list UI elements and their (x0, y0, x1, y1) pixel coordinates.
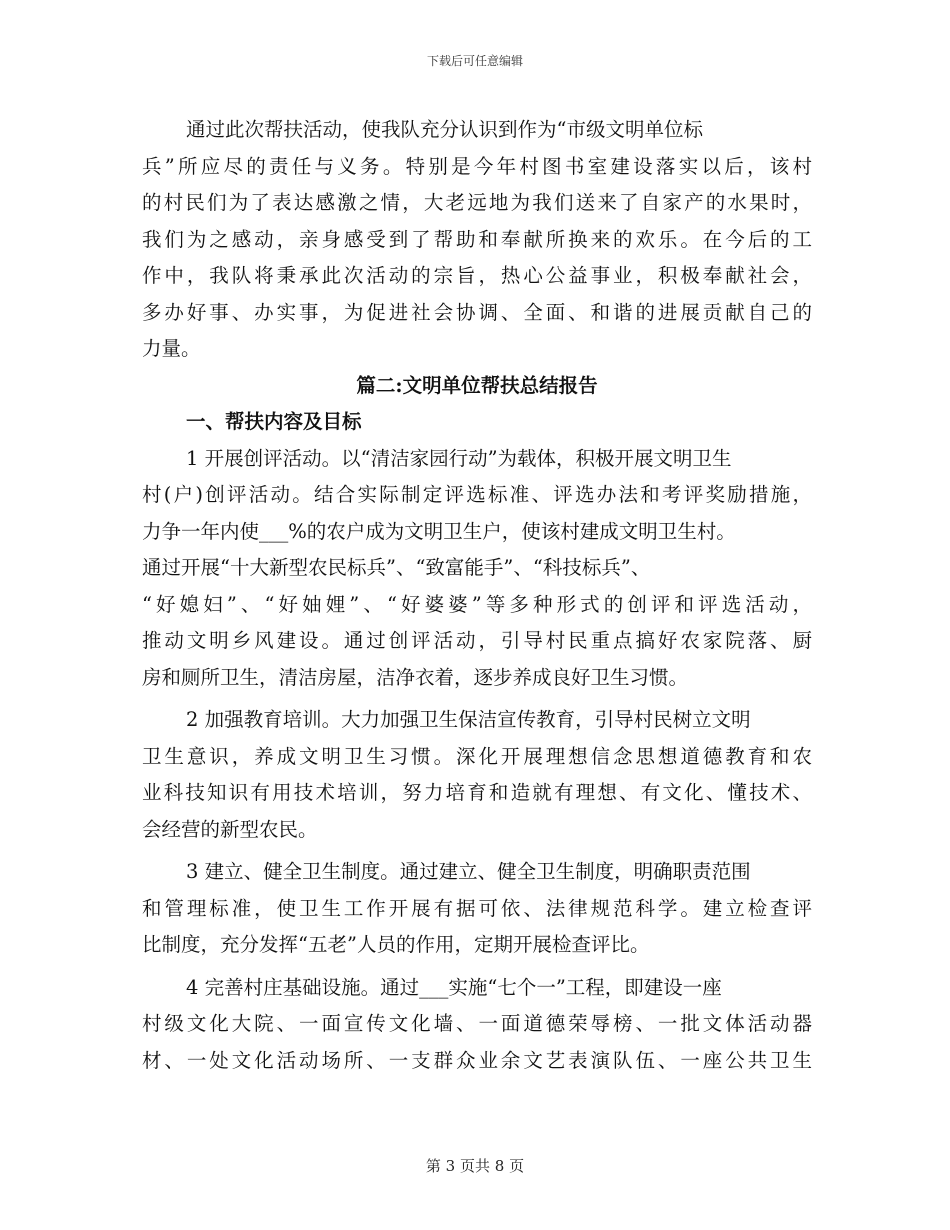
paragraph-line: 的村民们为了表达感激之情，大老远地为我们送来了自家产的水果时， (142, 191, 812, 214)
paragraph-line: 2 加强教育培训。大力加强卫生保洁宣传教育，引导村民树立文明 (186, 708, 751, 731)
paragraph-line: 和管理标准，使卫生工作开展有据可依、法律规范科学。建立检查评 (142, 896, 812, 920)
paragraph-line: 村(户)创评活动。结合实际制定评选标准、评选办法和考评奖励措施， (142, 483, 812, 506)
paragraph-line: 业科技知识有用技术培训，努力培育和造就有理想、有文化、懂技术、 (142, 781, 812, 804)
page-footer: 第 3 页共 8 页 (425, 1157, 525, 1175)
paragraph-line: 卫生意识，养成文明卫生习惯。深化开展理想信念思想道德教育和农 (142, 744, 812, 768)
paragraph-line: 4 完善村庄基础设施。通过___实施“七个一”工程，即建设一座 (186, 975, 722, 999)
paragraph-line: 通过开展“十大新型农民标兵”、“致富能手”、“科技标兵”、 (142, 556, 651, 579)
section-heading: 一、帮扶内容及目标 (186, 410, 362, 433)
paragraph-line: 通过此次帮扶活动，使我队充分认识到作为“市级文明单位标 (186, 118, 703, 141)
paragraph-line: 兵”所应尽的责任与义务。特别是今年村图书室建设落实以后，该村 (142, 154, 812, 178)
document-body (142, 112, 812, 1079)
paragraph-line: 3 建立、健全卫生制度。通过建立、健全卫生制度，明确职责范围 (186, 860, 751, 883)
paragraph-line: “好媳妇”、“好妯娌”、“好婆婆”等多种形式的创评和评选活动， (142, 592, 812, 616)
paragraph-line: 力量。 (142, 337, 201, 360)
paragraph-line: 推动文明乡风建设。通过创评活动，引导村民重点搞好农家院落、厨 (142, 629, 812, 652)
paragraph-line: 多办好事、办实事，为促进社会协调、全面、和谐的进展贡献自己的 (142, 300, 812, 324)
paragraph-line: 力争一年内使___%的农户成为文明卫生户，使该村建成文明卫生村。 (142, 519, 736, 543)
paragraph-line: 村级文化大院、一面宣传文化墙、一面道德荣辱榜、一批文体活动器 (142, 1012, 812, 1035)
paragraph-line: 会经营的新型农民。 (142, 817, 318, 841)
page-header: 下载后可任意编辑 (426, 54, 523, 68)
paragraph-line: 1 开展创评活动。以“清洁家园行动”为载体，积极开展文明卫生 (186, 446, 732, 470)
paragraph-line: 房和厕所卫生，清洁房屋，洁净衣着，逐步养成良好卫生习惯。 (142, 665, 689, 689)
paragraph-line: 比制度，充分发挥“五老”人员的作用，定期开展检查评比。 (142, 933, 650, 956)
paragraph-line: 作中，我队将秉承此次活动的宗旨，热心公益事业，积极奉献社会， (142, 264, 812, 287)
paragraph-line: 材、一处文化活动场所、一支群众业余文艺表演队伍、一座公共卫生 (142, 1048, 812, 1072)
paragraph-line: 我们为之感动，亲身感受到了帮助和奉献所换来的欢乐。在今后的工 (142, 227, 812, 251)
section-title: 篇二:文明单位帮扶总结报告 (356, 373, 598, 397)
